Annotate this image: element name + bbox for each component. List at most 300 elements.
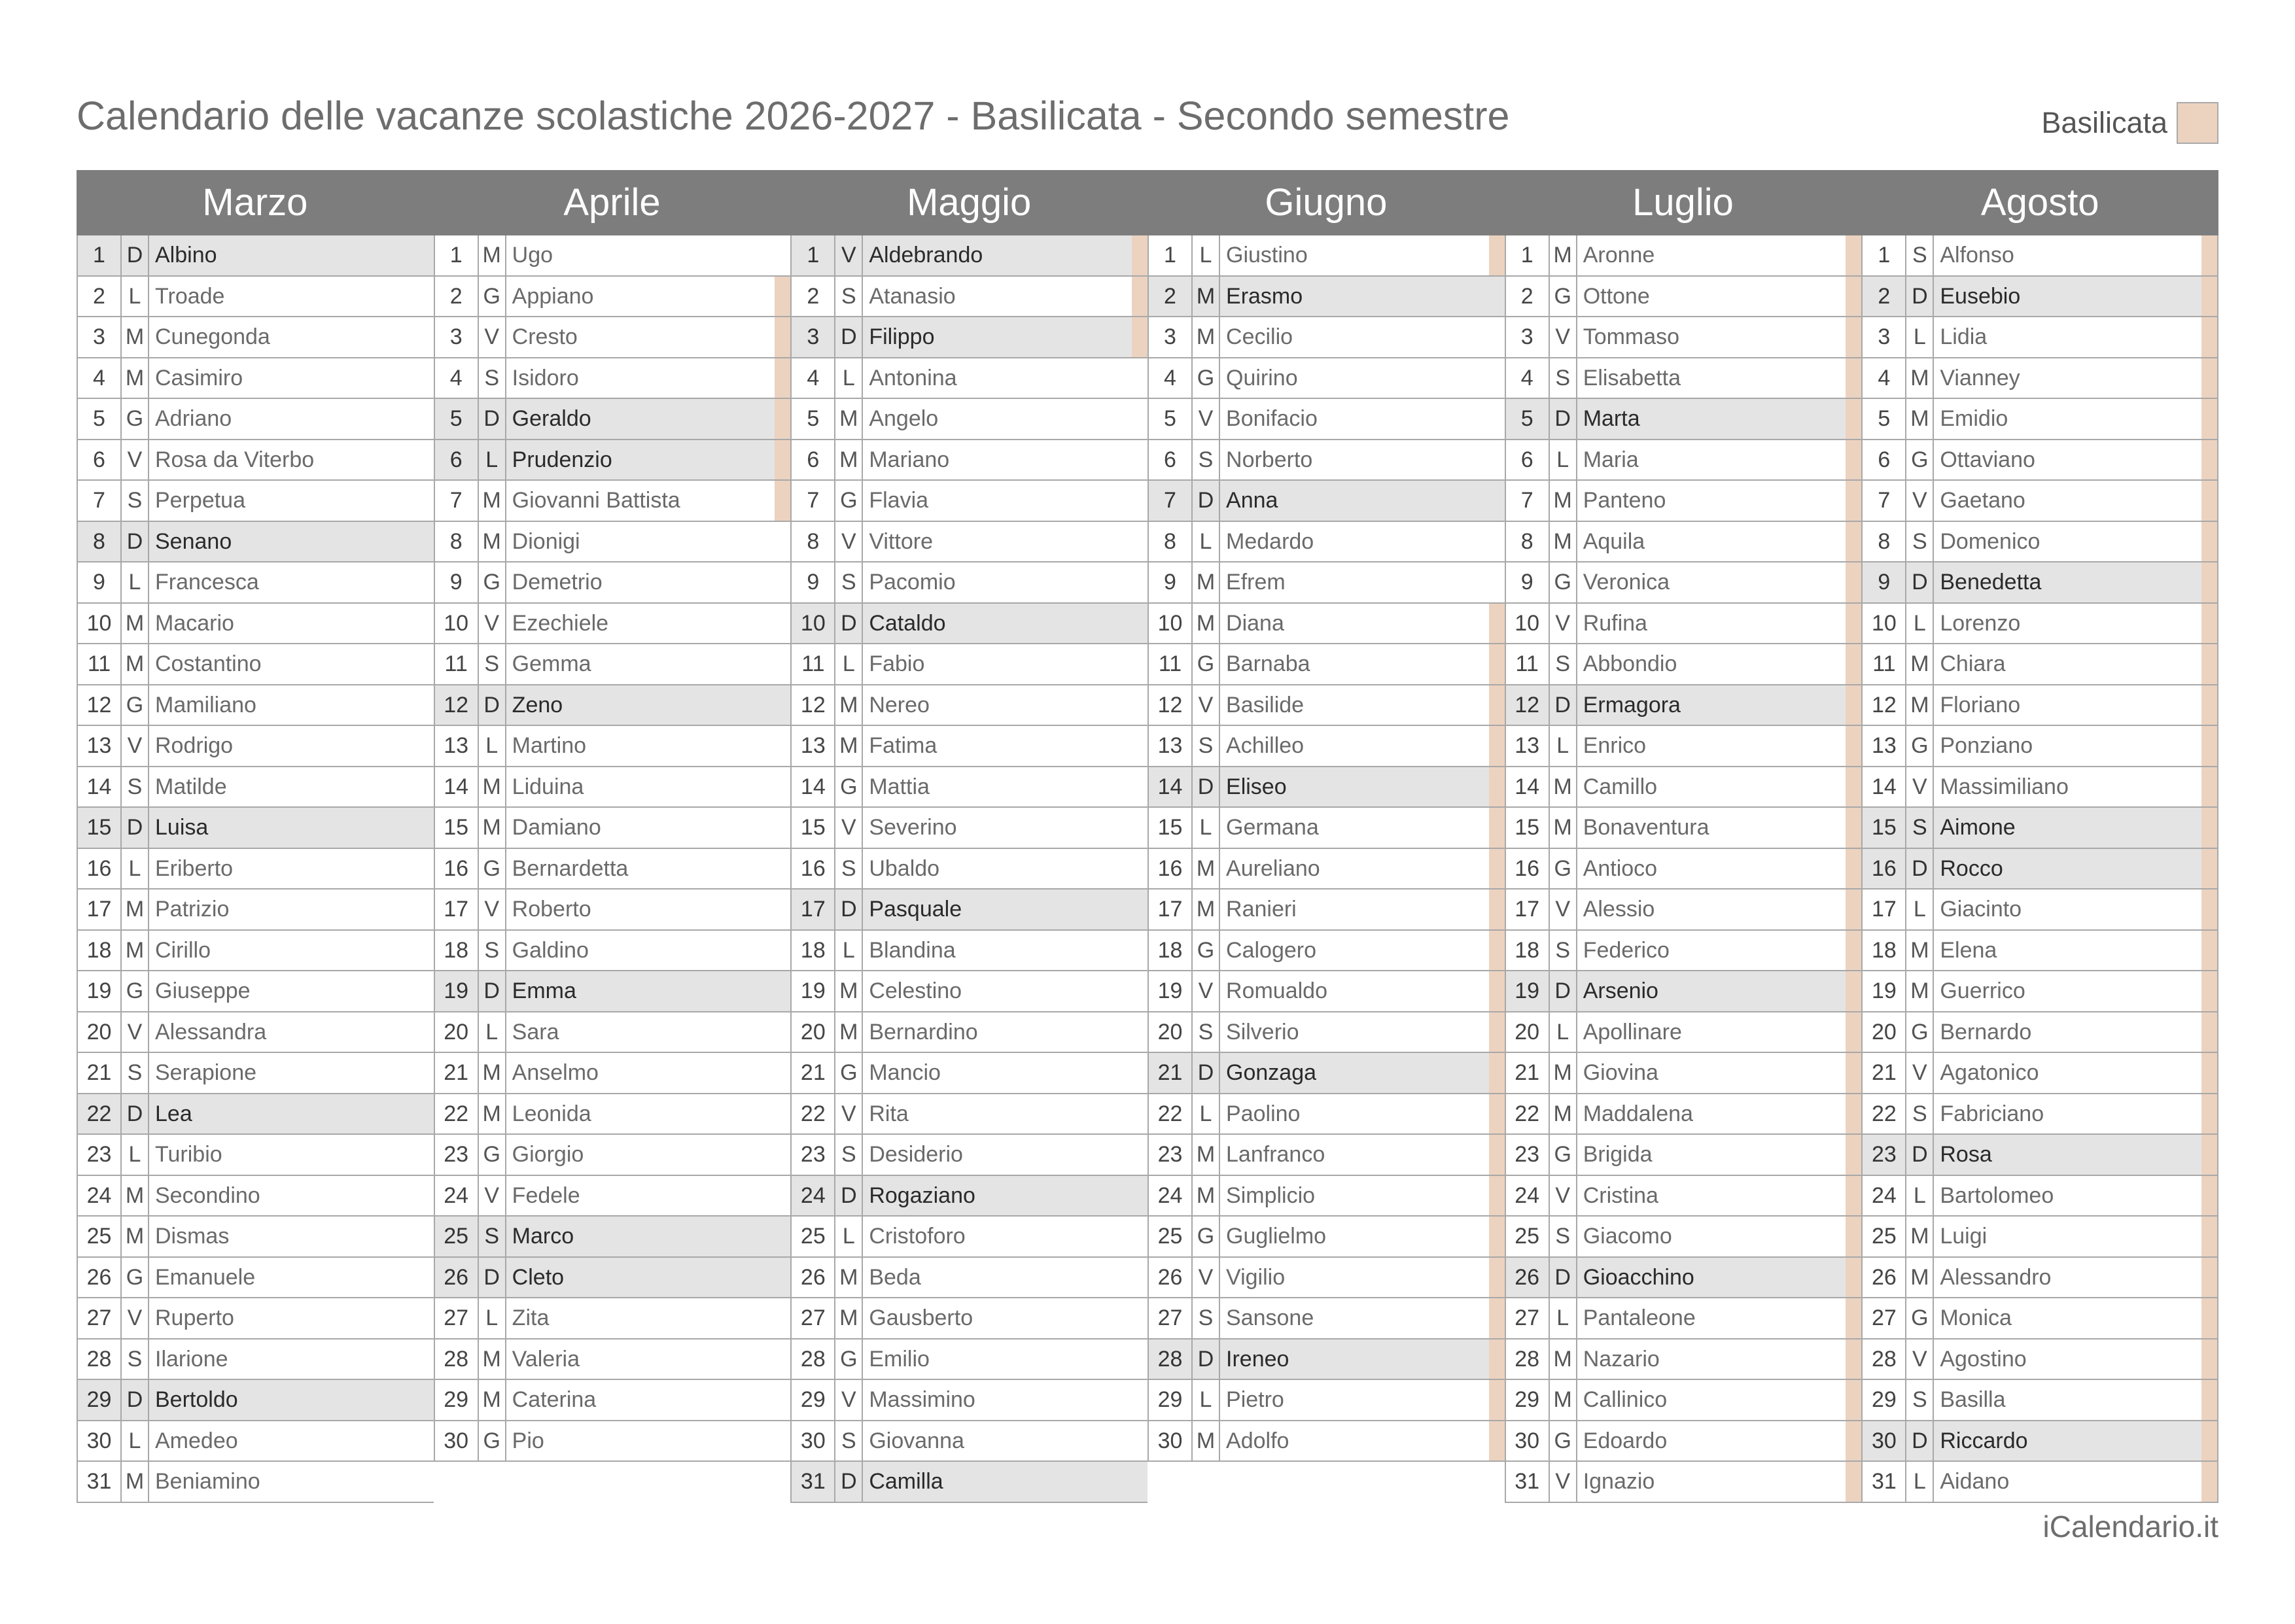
weekday-letter: G [479, 849, 506, 889]
weekday-letter: G [479, 277, 506, 317]
day-row [1505, 1258, 1862, 1299]
holiday-marker [1489, 931, 1505, 971]
day-number: 13 [78, 726, 122, 766]
saint-name: Silverio [1226, 1019, 1299, 1045]
weekday-letter: M [1193, 1421, 1220, 1461]
saint-name: Camillo [1583, 774, 1658, 799]
month-grid [77, 235, 2218, 1503]
saint-name: Pantaleone [1583, 1305, 1696, 1330]
day-number: 14 [792, 767, 835, 807]
holiday-marker [2201, 1380, 2217, 1420]
day-row [1861, 1217, 2218, 1258]
weekday-letter: M [835, 399, 863, 439]
saint-name: Mariano [869, 447, 950, 472]
holiday-marker [775, 1012, 790, 1052]
holiday-marker [2201, 1217, 2217, 1256]
holiday-marker [2201, 522, 2217, 562]
holiday-marker [418, 399, 434, 439]
day-row [1861, 604, 2218, 645]
day-number: 30 [792, 1421, 835, 1461]
day-number: 21 [78, 1053, 122, 1093]
weekday-letter: D [479, 1258, 506, 1298]
day-number: 9 [435, 562, 479, 602]
holiday-marker [2201, 971, 2217, 1011]
month-header [77, 170, 2218, 235]
weekday-letter: D [479, 399, 506, 439]
saint-name: Benedetta [1940, 570, 2042, 595]
weekday-letter: D [1550, 685, 1577, 725]
day-row [1861, 522, 2218, 563]
saint-name: Giovanni Battista [512, 488, 680, 513]
saint-name: Bernardetta [512, 855, 629, 881]
holiday-marker [775, 1258, 790, 1298]
day-number: 22 [78, 1094, 122, 1134]
weekday-letter: L [1550, 440, 1577, 480]
holiday-marker [418, 1217, 434, 1256]
weekday-letter: L [1906, 890, 1934, 929]
day-row [1861, 1380, 2218, 1421]
weekday-letter: L [122, 277, 149, 317]
day-row [790, 1094, 1148, 1135]
weekday-letter: D [1550, 399, 1577, 439]
weekday-letter: M [1550, 235, 1577, 275]
day-row [790, 1217, 1148, 1258]
day-row [434, 685, 791, 727]
saint-name: Beniamino [155, 1469, 260, 1494]
saint-name: Maddalena [1583, 1101, 1693, 1126]
holiday-marker [775, 1339, 790, 1379]
month-name-aprile: Aprile [563, 181, 661, 224]
day-number: 13 [1149, 726, 1193, 766]
day-row [1861, 317, 2218, 358]
weekday-letter: G [1550, 562, 1577, 602]
holiday-marker [2201, 481, 2217, 521]
saint-name: Galdino [512, 937, 589, 963]
saint-name: Cecilio [1226, 324, 1293, 349]
holiday-marker [1846, 1012, 1861, 1052]
weekday-letter: V [835, 1094, 863, 1134]
saint-name: Simplicio [1226, 1183, 1316, 1208]
day-row [1148, 440, 1505, 481]
day-number: 23 [1506, 1135, 1550, 1175]
saint-name: Callinico [1583, 1387, 1668, 1412]
day-number: 4 [435, 358, 479, 398]
saint-name: Bertoldo [155, 1387, 238, 1412]
holiday-marker [775, 1176, 790, 1216]
day-row [77, 1094, 434, 1135]
weekday-letter: D [1906, 849, 1934, 889]
holiday-marker [1846, 808, 1861, 848]
day-number: 2 [1506, 277, 1550, 317]
day-row [77, 1421, 434, 1462]
saint-name: Giovina [1583, 1060, 1658, 1085]
day-number: 13 [792, 726, 835, 766]
weekday-letter: M [479, 522, 506, 562]
day-row [434, 1053, 791, 1094]
saint-name: Pasquale [869, 897, 962, 922]
day-row [1861, 1339, 2218, 1381]
weekday-letter: M [122, 644, 149, 684]
saint-name: Panteno [1583, 488, 1666, 513]
saint-name: Marta [1583, 406, 1640, 431]
holiday-marker [2201, 562, 2217, 602]
holiday-marker [1132, 726, 1148, 766]
day-number: 19 [1506, 971, 1550, 1011]
weekday-letter: V [1550, 890, 1577, 929]
saint-name: Giacomo [1583, 1224, 1672, 1249]
weekday-letter: L [1906, 604, 1934, 644]
holiday-marker [1846, 1176, 1861, 1216]
saint-name: Quirino [1226, 365, 1298, 390]
weekday-letter: M [1193, 317, 1220, 357]
saint-name: Nereo [869, 692, 930, 717]
day-number: 1 [1149, 235, 1193, 275]
weekday-letter: M [1906, 358, 1934, 398]
weekday-letter: D [835, 1176, 863, 1216]
day-number: 10 [1506, 604, 1550, 644]
holiday-marker [1846, 522, 1861, 562]
holiday-marker [418, 1462, 434, 1502]
weekday-letter: M [1193, 1135, 1220, 1175]
holiday-marker [1846, 1053, 1861, 1093]
day-number: 26 [792, 1258, 835, 1298]
holiday-marker [2201, 1298, 2217, 1338]
day-number: 28 [792, 1339, 835, 1379]
saint-name: Agostino [1940, 1346, 2027, 1372]
holiday-marker [1132, 644, 1148, 684]
holiday-marker [2201, 726, 2217, 766]
holiday-marker [775, 849, 790, 889]
day-row [434, 931, 791, 972]
holiday-marker [1846, 1135, 1861, 1175]
month-name-giugno: Giugno [1265, 181, 1388, 224]
day-row [1861, 726, 2218, 767]
weekday-letter: L [835, 931, 863, 971]
holiday-marker [775, 440, 790, 480]
day-number: 12 [435, 685, 479, 725]
day-row [790, 317, 1148, 358]
holiday-marker [418, 481, 434, 521]
day-number: 14 [78, 767, 122, 807]
day-row [1505, 399, 1862, 440]
day-number: 7 [78, 481, 122, 521]
saint-name: Aldebrando [869, 243, 983, 268]
day-row [434, 1094, 791, 1135]
day-number: 31 [78, 1462, 122, 1502]
day-number: 14 [1506, 767, 1550, 807]
weekday-letter: L [1193, 1094, 1220, 1134]
saint-name: Flavia [869, 488, 929, 513]
holiday-marker [2201, 358, 2217, 398]
saint-name: Aureliano [1226, 855, 1320, 881]
holiday-marker [1132, 1135, 1148, 1175]
saint-name: Alessandro [1940, 1264, 2052, 1290]
weekday-letter: M [1193, 849, 1220, 889]
holiday-marker [1846, 890, 1861, 929]
weekday-letter: V [1906, 481, 1934, 521]
holiday-marker [2201, 604, 2217, 644]
day-number: 9 [792, 562, 835, 602]
day-row [77, 726, 434, 767]
weekday-letter: M [1550, 1094, 1577, 1134]
weekday-letter: S [1550, 1217, 1577, 1256]
saint-name: Beda [869, 1264, 921, 1290]
day-number: 9 [1506, 562, 1550, 602]
holiday-marker [775, 808, 790, 848]
day-number: 15 [1863, 808, 1906, 848]
day-row [434, 317, 791, 358]
holiday-marker [1132, 849, 1148, 889]
day-row [1505, 726, 1862, 767]
day-row [434, 767, 791, 808]
weekday-letter: D [1193, 767, 1220, 807]
holiday-marker [1489, 971, 1505, 1011]
holiday-marker [1489, 1135, 1505, 1175]
saint-name: Floriano [1940, 692, 2021, 717]
holiday-marker [1846, 726, 1861, 766]
saint-name: Bernardo [1940, 1019, 2032, 1045]
day-number: 8 [435, 522, 479, 562]
day-row [1505, 931, 1862, 972]
holiday-marker [418, 277, 434, 317]
day-number: 15 [1149, 808, 1193, 848]
weekday-letter: D [835, 890, 863, 929]
day-number: 15 [78, 808, 122, 848]
holiday-marker [418, 522, 434, 562]
holiday-marker [418, 1421, 434, 1461]
day-number: 17 [1506, 890, 1550, 929]
day-row [1505, 1094, 1862, 1135]
day-row [790, 1012, 1148, 1054]
day-number: 21 [1149, 1053, 1193, 1093]
weekday-letter: V [1906, 1339, 1934, 1379]
weekday-letter: D [122, 808, 149, 848]
weekday-letter: L [479, 1012, 506, 1052]
weekday-letter: D [122, 235, 149, 275]
day-row [1505, 849, 1862, 890]
weekday-letter: G [1906, 1298, 1934, 1338]
day-number: 17 [435, 890, 479, 929]
day-row [77, 767, 434, 808]
weekday-letter: S [122, 767, 149, 807]
holiday-marker [1132, 1176, 1148, 1216]
saint-name: Anna [1226, 488, 1278, 513]
day-number: 8 [78, 522, 122, 562]
day-row [1148, 767, 1505, 808]
weekday-letter: L [122, 562, 149, 602]
saint-name: Fabriciano [1940, 1101, 2044, 1126]
saint-name: Desiderio [869, 1142, 963, 1167]
saint-name: Rufina [1583, 610, 1647, 636]
holiday-marker [1846, 1258, 1861, 1298]
day-number: 7 [1863, 481, 1906, 521]
saint-name: Antioco [1583, 855, 1658, 881]
day-row [790, 522, 1148, 563]
day-row [77, 971, 434, 1012]
holiday-marker [418, 1380, 434, 1420]
day-number: 18 [78, 931, 122, 971]
day-row [434, 399, 791, 440]
weekday-letter: S [835, 562, 863, 602]
weekday-letter: G [1550, 1421, 1577, 1461]
saint-name: Rosa da Viterbo [155, 447, 315, 472]
weekday-letter: S [1193, 440, 1220, 480]
day-row [790, 849, 1148, 890]
day-number: 6 [1863, 440, 1906, 480]
weekday-letter: M [122, 890, 149, 929]
holiday-marker [775, 1053, 790, 1093]
holiday-marker [1132, 1462, 1148, 1502]
legend-label: Basilicata [2041, 106, 2167, 139]
saint-name: Ottaviano [1940, 447, 2035, 472]
holiday-marker [775, 522, 790, 562]
saint-name: Bernardino [869, 1019, 978, 1045]
day-number: 10 [1149, 604, 1193, 644]
saint-name: Sansone [1226, 1305, 1314, 1330]
saint-name: Cirillo [155, 937, 211, 963]
day-number: 6 [78, 440, 122, 480]
holiday-marker [1132, 481, 1148, 521]
holiday-marker [1132, 604, 1148, 644]
holiday-marker [418, 767, 434, 807]
weekday-letter: V [479, 604, 506, 644]
saint-name: Veronica [1583, 570, 1670, 595]
month-name-marzo: Marzo [202, 181, 308, 224]
day-number: 19 [1149, 971, 1193, 1011]
saint-name: Celestino [869, 978, 962, 1003]
weekday-letter: L [835, 644, 863, 684]
saint-name: Tommaso [1583, 324, 1680, 349]
saint-name: Giuseppe [155, 978, 251, 1003]
weekday-letter: V [835, 235, 863, 275]
saint-name: Severino [869, 815, 957, 840]
day-number: 11 [1149, 644, 1193, 684]
saint-name: Fatima [869, 733, 937, 758]
day-row [434, 440, 791, 481]
saint-name: Vittore [869, 528, 933, 554]
holiday-marker [1132, 971, 1148, 1011]
day-number: 11 [435, 644, 479, 684]
day-number: 27 [435, 1298, 479, 1338]
day-number: 6 [1506, 440, 1550, 480]
weekday-letter: D [122, 1094, 149, 1134]
weekday-letter: L [1193, 808, 1220, 848]
weekday-letter: S [835, 277, 863, 317]
day-row [1505, 277, 1862, 318]
day-row [790, 767, 1148, 808]
day-number: 1 [792, 235, 835, 275]
day-number: 27 [1506, 1298, 1550, 1338]
weekday-letter: D [1550, 971, 1577, 1011]
weekday-letter: S [835, 849, 863, 889]
saint-name: Alfonso [1940, 243, 2014, 268]
day-row [790, 1380, 1148, 1421]
weekday-letter: M [1193, 604, 1220, 644]
holiday-marker [1489, 1421, 1505, 1461]
holiday-marker [1846, 481, 1861, 521]
day-row [1861, 562, 2218, 604]
weekday-letter: L [835, 1217, 863, 1256]
saint-name: Aidano [1940, 1469, 2010, 1494]
day-number: 19 [78, 971, 122, 1011]
holiday-marker [775, 685, 790, 725]
day-row [1148, 277, 1505, 318]
day-number: 12 [792, 685, 835, 725]
saint-name: Erasmo [1226, 283, 1303, 309]
day-row [434, 726, 791, 767]
day-row [77, 890, 434, 931]
day-number: 31 [1506, 1462, 1550, 1502]
saint-name: Cataldo [869, 610, 946, 636]
holiday-marker [418, 317, 434, 357]
day-number: 2 [1863, 277, 1906, 317]
saint-name: Camilla [869, 1469, 943, 1494]
holiday-marker [775, 562, 790, 602]
day-number: 22 [1149, 1094, 1193, 1134]
weekday-letter: S [1906, 808, 1934, 848]
saint-name: Prudenzio [512, 447, 612, 472]
saint-name: Gaetano [1940, 488, 2025, 513]
day-number: 28 [1149, 1339, 1193, 1379]
day-number: 9 [1149, 562, 1193, 602]
day-row [1861, 1462, 2218, 1503]
saint-name: Matilde [155, 774, 227, 799]
holiday-marker [1132, 1012, 1148, 1052]
day-number: 1 [435, 235, 479, 275]
saint-name: Apollinare [1583, 1019, 1682, 1045]
holiday-marker [1489, 235, 1505, 275]
day-number: 7 [435, 481, 479, 521]
day-number: 17 [1149, 890, 1193, 929]
saint-name: Casimiro [155, 365, 243, 390]
weekday-letter: V [479, 317, 506, 357]
day-row [434, 1135, 791, 1176]
holiday-marker [1489, 1298, 1505, 1338]
saint-name: Cristina [1583, 1183, 1658, 1208]
saint-name: Basilide [1226, 692, 1305, 717]
day-number: 25 [1506, 1217, 1550, 1256]
day-row [1861, 767, 2218, 808]
weekday-letter: S [835, 1421, 863, 1461]
day-row [1861, 399, 2218, 440]
day-number: 4 [1863, 358, 1906, 398]
saint-name: Edoardo [1583, 1428, 1668, 1453]
saint-name: Ruperto [155, 1305, 234, 1330]
day-row [1505, 1176, 1862, 1217]
holiday-marker [418, 235, 434, 275]
saint-name: Gausberto [869, 1305, 973, 1330]
day-number: 23 [78, 1135, 122, 1175]
holiday-marker [775, 767, 790, 807]
holiday-marker [1846, 1421, 1861, 1461]
weekday-letter: G [1906, 1012, 1934, 1052]
day-number: 30 [78, 1421, 122, 1461]
saint-name: Giustino [1226, 243, 1308, 268]
weekday-letter: S [122, 481, 149, 521]
weekday-letter: G [1550, 277, 1577, 317]
day-row [790, 971, 1148, 1012]
day-row [77, 1053, 434, 1094]
holiday-marker [1846, 358, 1861, 398]
day-row [1148, 1258, 1505, 1299]
weekday-letter: L [1193, 522, 1220, 562]
weekday-letter: S [1906, 235, 1934, 275]
saint-name: Barnaba [1226, 651, 1310, 676]
day-row [1505, 808, 1862, 849]
day-number: 15 [1506, 808, 1550, 848]
holiday-marker [1489, 1339, 1505, 1379]
saint-name: Diana [1226, 610, 1284, 636]
